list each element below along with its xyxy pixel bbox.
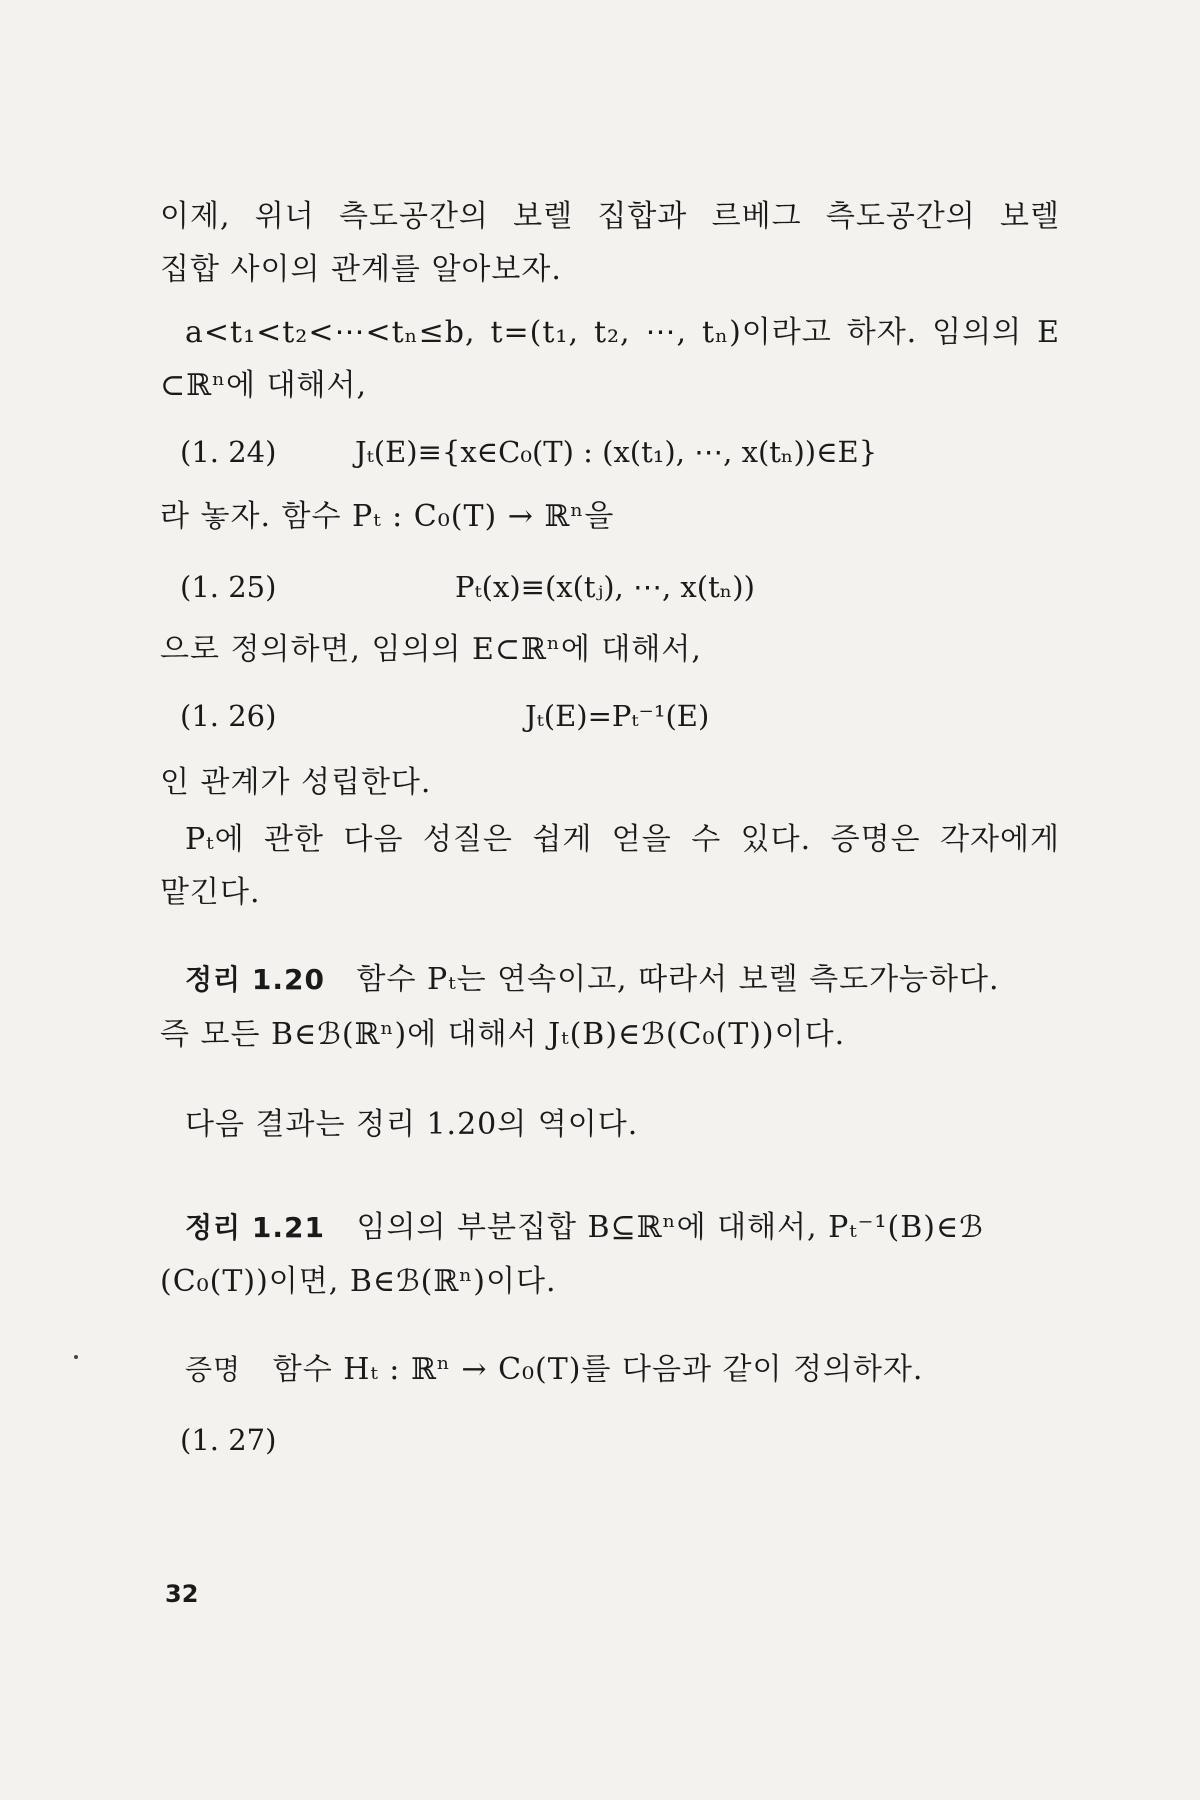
proof-text: 함수 Hₜ : ℝⁿ → C₀(T)를 다음과 같이 정의하자. xyxy=(272,1352,924,1387)
text-line-3: a<t₁<t₂<⋯<tₙ≤b, t=(t₁, t₂, ⋯, tₙ)이라고 하자. 임의의 E xyxy=(185,315,1060,350)
text-line-8: Pₜ에 관한 다음 성질은 쉽게 얻을 수 있다. 증명은 각자에게 xyxy=(185,822,1060,857)
stray-mark xyxy=(74,1355,78,1359)
text-line-6: 으로 정의하면, 임의의 E⊂ℝⁿ에 대해서, xyxy=(160,632,702,667)
text-line-2: 집합 사이의 관계를 알아보자. xyxy=(160,252,562,287)
text-line-11: 다음 결과는 정리 1.20의 역이다. xyxy=(185,1107,639,1142)
text-line-4: ⊂ℝⁿ에 대해서, xyxy=(160,368,368,403)
theorem-heading: 정리 1.20 xyxy=(185,963,325,996)
equation-1-24: Jₜ(E)≡{x∈C₀(T) : (x(t₁), ⋯, x(tₙ))∈E} xyxy=(355,435,878,469)
equation-label-1-26: (1. 26) xyxy=(180,699,277,733)
theorem-text: 임의의 부분집합 B⊆ℝⁿ에 대해서, Pₜ⁻¹(B)∈ℬ xyxy=(356,1210,984,1245)
equation-1-26: Jₜ(E)=Pₜ⁻¹(E) xyxy=(525,699,710,733)
text-line-12: (C₀(T))이면, B∈ℬ(ℝⁿ)이다. xyxy=(160,1264,557,1299)
page-number: 32 xyxy=(165,1580,199,1608)
text-line-9: 맡긴다. xyxy=(160,875,261,910)
text-line-5: 라 놓자. 함수 Pₜ : C₀(T) → ℝⁿ을 xyxy=(160,499,615,534)
equation-1-25: Pₜ(x)≡(x(tⱼ), ⋯, x(tₙ)) xyxy=(455,570,755,604)
proof xyxy=(185,1350,1085,1390)
theorem-1-20 xyxy=(185,960,1060,1000)
equation-label-1-27: (1. 27) xyxy=(180,1423,277,1457)
theorem-heading: 정리 1.21 xyxy=(185,1211,325,1244)
text-line-10: 즉 모든 B∈ℬ(ℝⁿ)에 대해서 Jₜ(B)∈ℬ(C₀(T))이다. xyxy=(160,1017,846,1052)
equation-label-1-25: (1. 25) xyxy=(180,570,277,604)
text-line-7: 인 관계가 성립한다. xyxy=(160,765,432,800)
proof-heading: 증명 xyxy=(185,1353,242,1386)
theorem-1-21 xyxy=(185,1208,1060,1248)
text-line-1: 이제, 위너 측도공간의 보렐 집합과 르베그 측도공간의 보렐 xyxy=(160,199,1060,234)
theorem-text: 함수 Pₜ는 연속이고, 따라서 보렐 측도가능하다. xyxy=(356,962,1000,997)
equation-label-1-24: (1. 24) xyxy=(180,435,277,469)
